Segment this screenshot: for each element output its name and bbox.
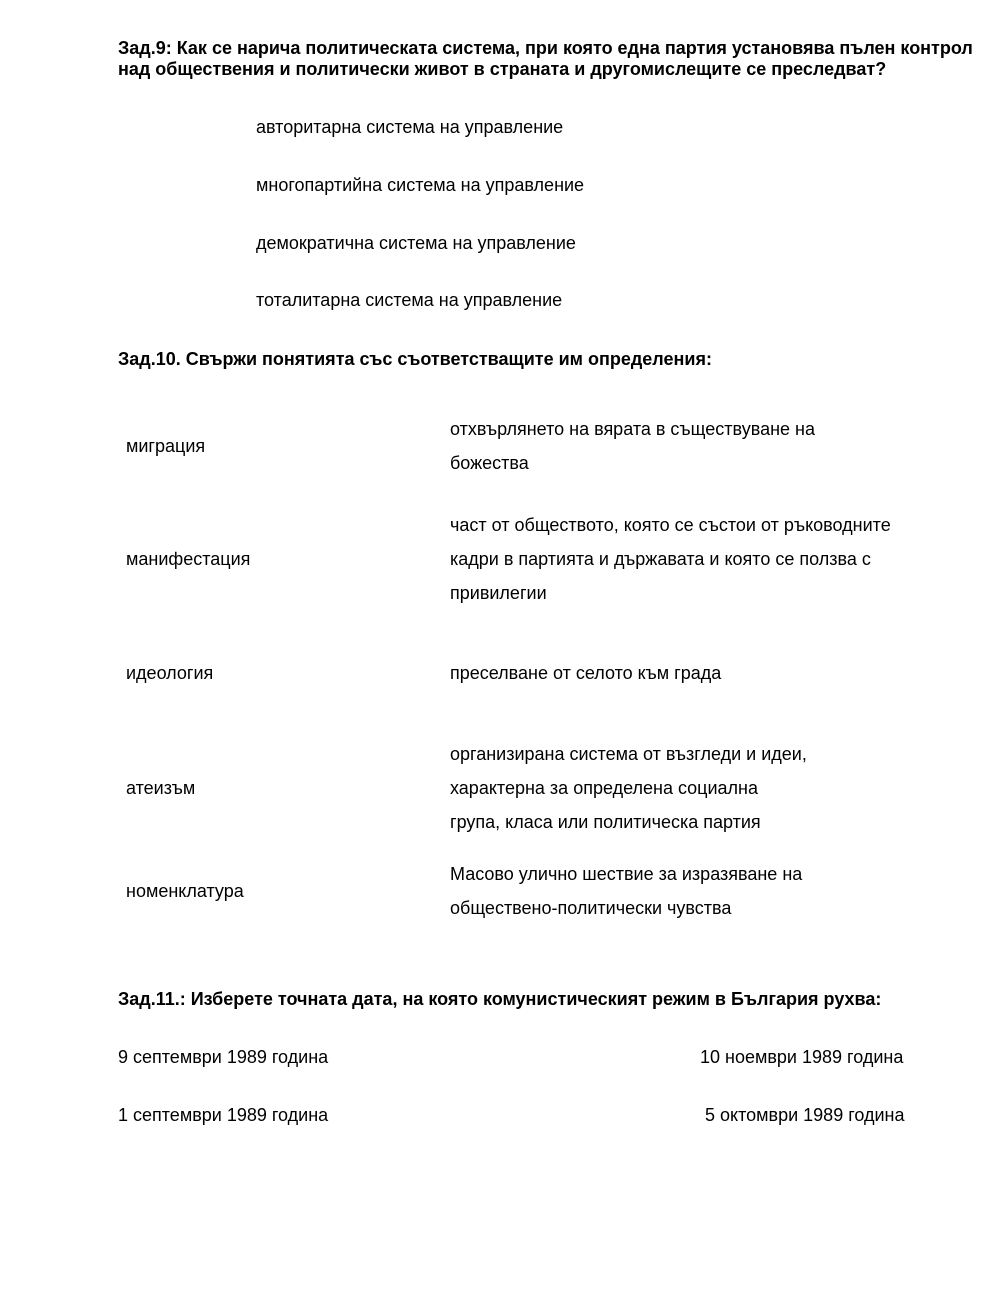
task11-option-nov10[interactable]: 10 ноември 1989 година (700, 1047, 904, 1067)
definition-line: божества (450, 453, 529, 473)
task10-definition-atheism[interactable] (450, 412, 950, 480)
task10-question: Зад.10. Свържи понятията със съответстващите им определения: (118, 349, 712, 369)
task11-question: Зад.11.: Изберете точната дата, на която комунистическият режим в България рухва: (118, 989, 882, 1009)
task9-question: Зад.9: Как се нарича политическата система, при която една партия установява пълен контрол над обществения и политически живот в страната и другомислещите се преследват? (118, 38, 973, 79)
definition-line: организирана система от възгледи и идеи, (450, 744, 807, 764)
definition-line: преселване от селото към града (450, 663, 722, 683)
definition-line: привилегии (450, 583, 547, 603)
task10-term-nomenclature[interactable]: номенклатура (126, 881, 244, 901)
task11-option-sep1[interactable]: 1 септември 1989 година (118, 1105, 329, 1125)
task9-option-democratic[interactable]: демократична система на управление (256, 233, 576, 253)
task9-option-totalitarian[interactable]: тоталитарна система на управление (256, 290, 563, 310)
definition-line: Масово улично шествие за изразяване на (450, 864, 803, 884)
task10-definition-manifestation[interactable] (450, 857, 950, 925)
task9-option-multiparty[interactable]: многопартийна система на управление (256, 175, 585, 195)
task10-definition-migration[interactable] (450, 656, 950, 690)
task10-definition-ideology[interactable] (450, 737, 950, 839)
definition-line: група, класа или политическа партия (450, 812, 761, 832)
task10-term-ideology[interactable]: идеология (126, 663, 214, 683)
definition-line: характерна за определена социална (450, 778, 758, 798)
task11-option-oct5[interactable]: 5 октомври 1989 година (705, 1105, 905, 1125)
definition-line: обществено-политически чувства (450, 898, 732, 918)
definition-line: отхвърлянето на вярата в съществуване на (450, 419, 815, 439)
task10-term-manifestation[interactable]: манифестация (126, 549, 251, 569)
definition-line: кадри в партията и държавата и която се ползва с (450, 549, 871, 569)
task10-term-atheism[interactable]: атеизъм (126, 778, 196, 798)
task9-option-authoritarian[interactable]: авторитарна система на управление (256, 117, 564, 137)
task10-term-migration[interactable]: миграция (126, 436, 206, 456)
task11-option-sep9[interactable]: 9 септември 1989 година (118, 1047, 329, 1067)
definition-line: част от обществото, която се състои от ръководните (450, 515, 891, 535)
task10-definition-nomenclature[interactable] (450, 508, 950, 610)
